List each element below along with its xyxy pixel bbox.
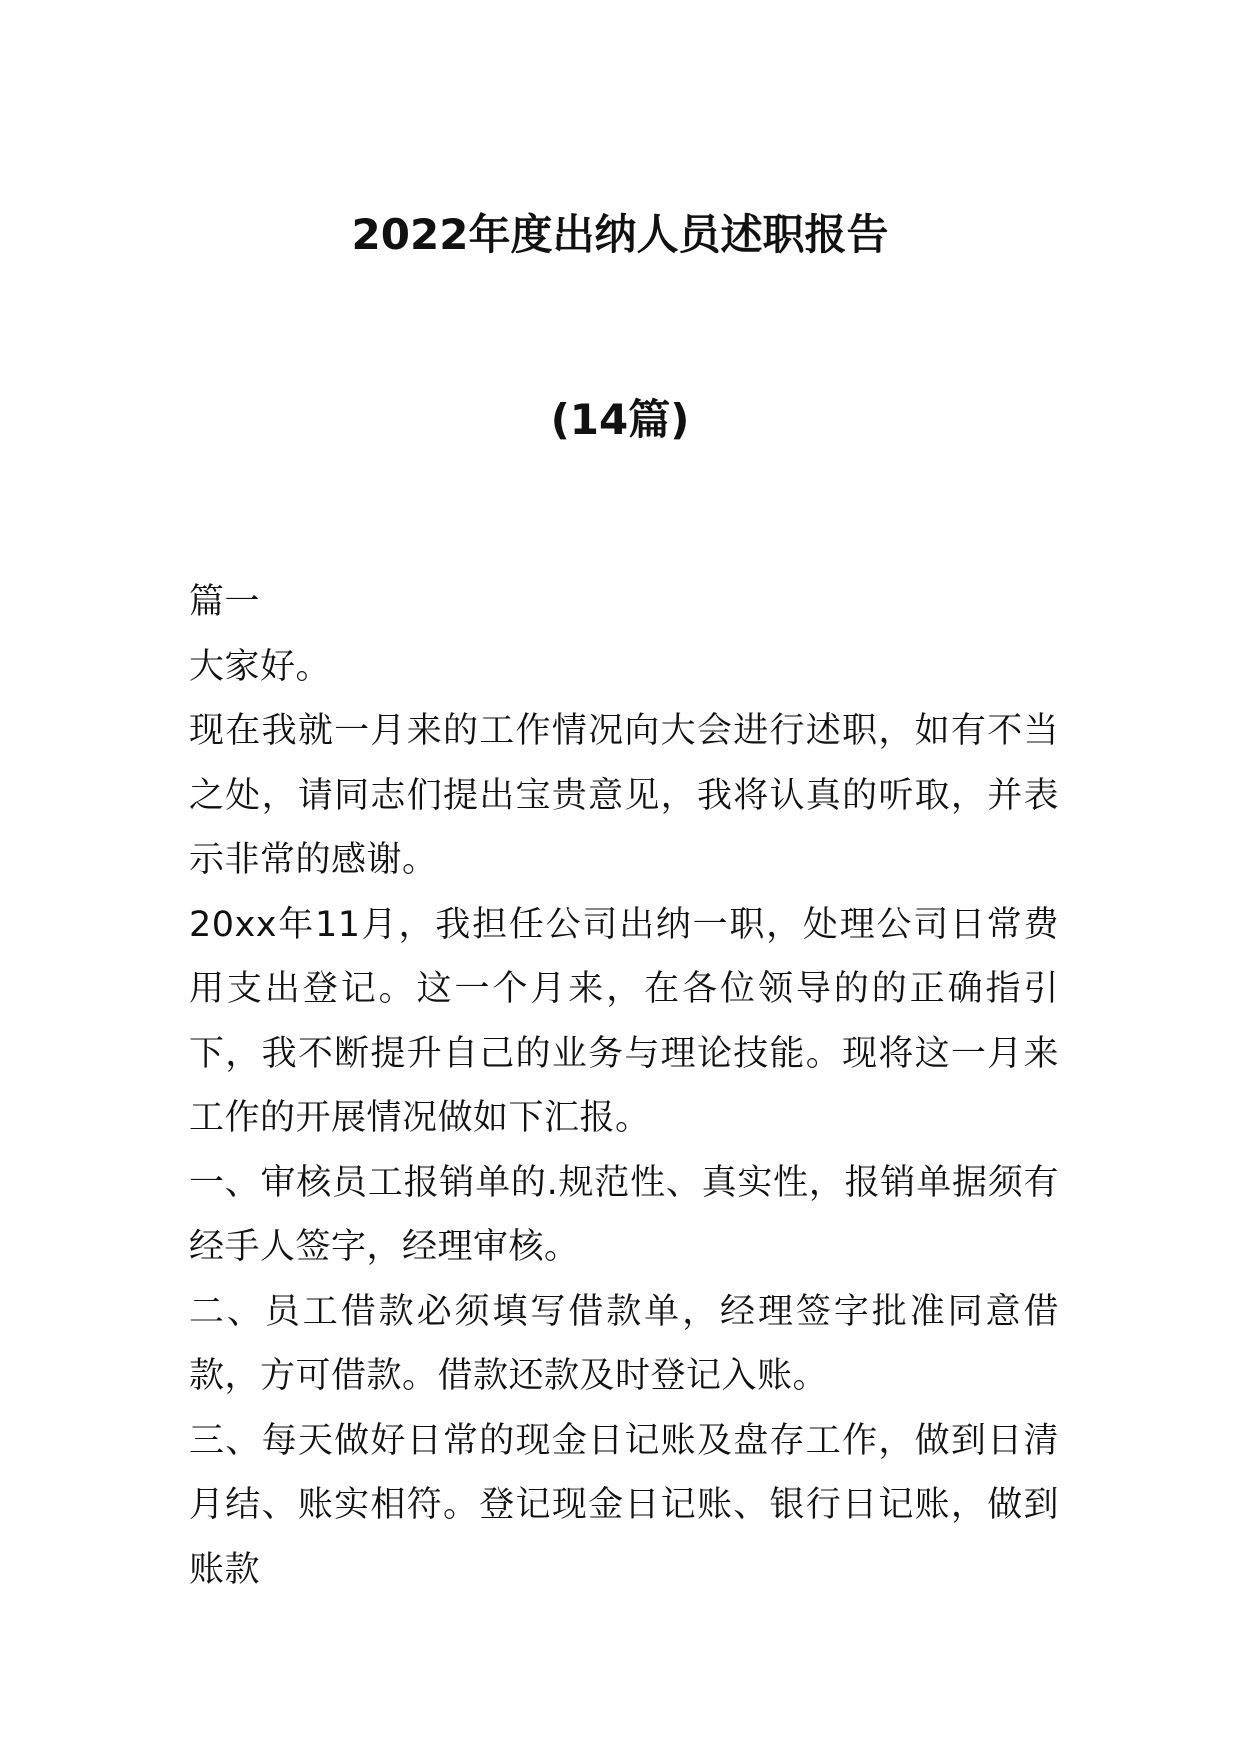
paragraph: 一、审核员工报销单的.规范性、真实性，报销单据须有经手人签字，经理审核。: [189, 1162, 1059, 1267]
paragraph: 20xx年11月，我担任公司出纳一职，处理公司日常费用支出登记。这一个月来，在各位领导的的正确指引下，我不断提升自己的业务与理论技能。现将这一月来工作的开展情况做如下汇报。: [189, 904, 1059, 1138]
paragraph: 大家好。: [189, 646, 332, 687]
document-body: [189, 570, 1059, 1602]
paragraph: 二、员工借款必须填写借款单，经理签字批准同意借款，方可借款。借款还款及时登记入账。: [189, 1291, 1059, 1396]
document-subtitle: (14篇): [550, 395, 690, 444]
paragraph: 三、每天做好日常的现金日记账及盘存工作，做到日清月结、账实相符。登记现金日记账、银行日记账，做到账款: [189, 1420, 1059, 1590]
paragraph: 现在我就一月来的工作情况向大会进行述职，如有不当之处，请同志们提出宝贵意见，我将认真的听取，并表示非常的感谢。: [189, 711, 1059, 880]
section-heading: 篇一: [189, 582, 261, 622]
document-title: 2022年度出纳人员述职报告: [351, 210, 889, 259]
